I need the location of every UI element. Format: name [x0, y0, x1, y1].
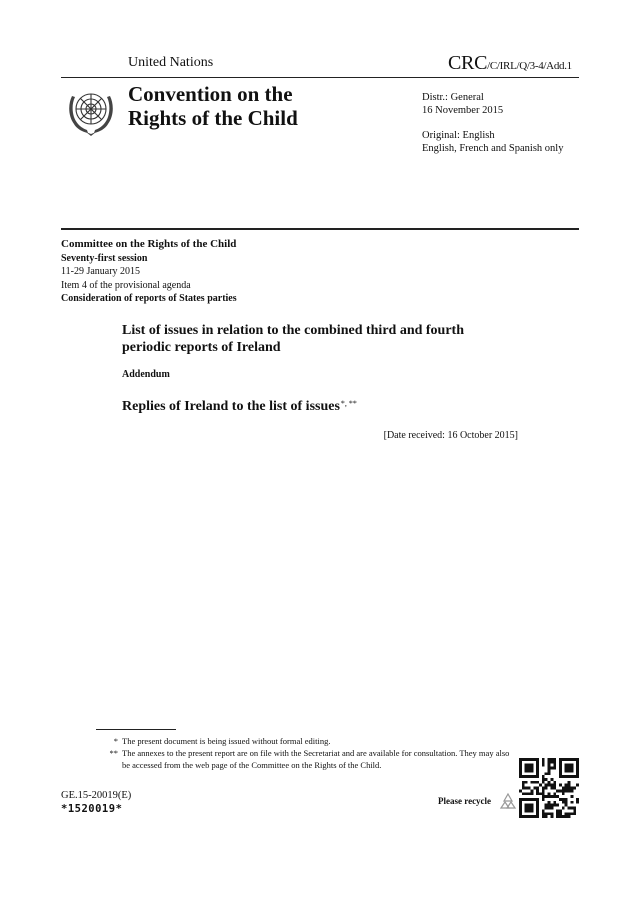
document-title-line2: periodic reports of Ireland — [122, 340, 281, 355]
footnotes — [96, 735, 516, 771]
footnote-mark: * — [113, 736, 118, 746]
convention-title-line2: Rights of the Child — [128, 106, 298, 130]
un-emblem-icon — [64, 84, 118, 138]
date-received: [Date received: 16 October 2015] — [383, 430, 518, 441]
distribution-status: Distr.: General — [422, 92, 484, 103]
agenda-item: Item 4 of the provisional agenda — [61, 279, 191, 291]
agenda-item-title: Consideration of reports of States parties — [61, 293, 237, 304]
document-symbol — [448, 52, 572, 75]
document-title-line1: List of issues in relation to the combined third and fourth — [122, 323, 464, 338]
committee-block — [61, 238, 237, 306]
footnote-text: The annexes to the present report are on file with the Secretariat and are available for consultation. They may also be accessed from the web page of the Committee on the Rights of the Child. — [122, 748, 510, 770]
recycle-label: Please recycle — [438, 796, 492, 806]
distribution-date: 16 November 2015 — [422, 105, 504, 116]
session-name: Seventy-first session — [61, 252, 148, 264]
addendum-label: Addendum — [122, 369, 170, 380]
footnote-text: The present document is being issued without formal editing. — [122, 736, 331, 746]
symbol-main: CRC — [448, 52, 488, 74]
committee-name: Committee on the Rights of the Child — [61, 238, 237, 250]
convention-title-line1: Convention on the — [128, 82, 293, 106]
distribution-block — [422, 91, 563, 155]
document-number: GE.15-20019(E) — [61, 790, 132, 801]
footnote-mark: ** — [109, 748, 118, 758]
original-language: Original: English — [422, 130, 495, 141]
footnote-marks: *, ** — [340, 399, 357, 408]
symbol-suffix: /C/IRL/Q/3-4/Add.1 — [487, 60, 572, 72]
organization-name: United Nations — [128, 55, 214, 70]
qr-code-icon — [519, 758, 579, 818]
section-rule — [61, 228, 579, 230]
footnote — [96, 735, 516, 747]
session-dates: 11-29 January 2015 — [61, 266, 141, 277]
replies-heading — [122, 399, 357, 415]
footnote-rule — [96, 729, 176, 730]
document-title — [122, 322, 542, 356]
recycle-icon — [497, 791, 519, 813]
footnote — [96, 747, 516, 771]
convention-title — [128, 82, 298, 130]
header-rule — [61, 77, 579, 78]
replies-heading-text: Replies of Ireland to the list of issues — [122, 399, 340, 414]
available-languages: English, French and Spanish only — [422, 143, 564, 154]
barcode-number: *1520019* — [61, 803, 123, 815]
